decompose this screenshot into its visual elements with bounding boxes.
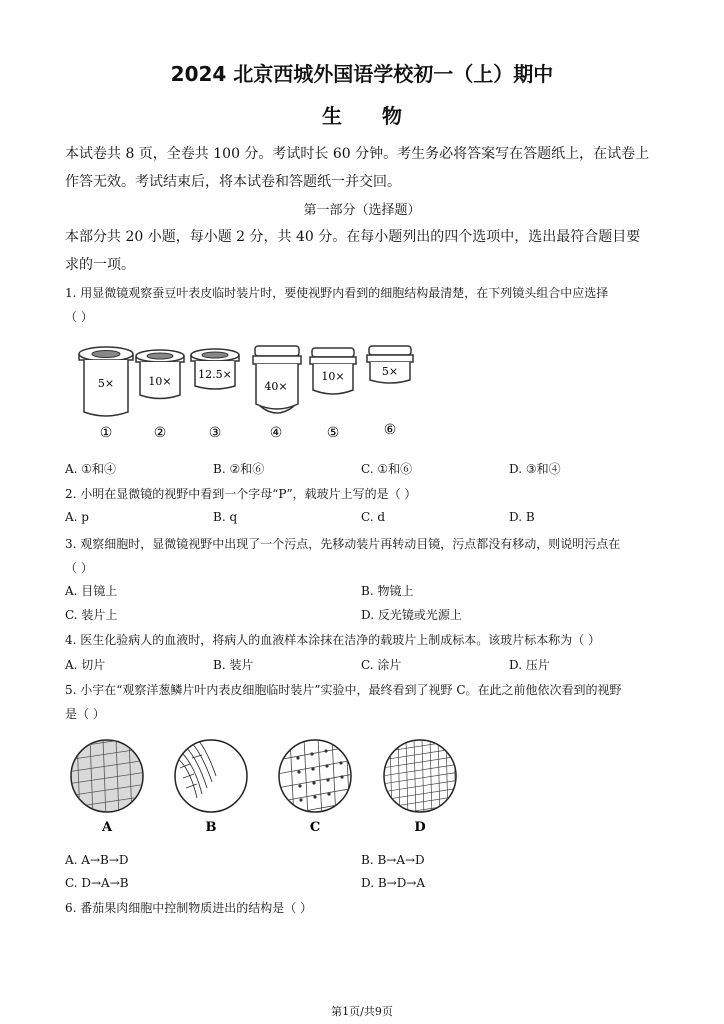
section-desc-2: 求的一项。 — [65, 257, 135, 273]
lens-2-mag: 10× — [148, 375, 172, 388]
view-d-label: D — [414, 820, 426, 835]
q2-option-d[interactable]: D. B — [509, 510, 535, 524]
view-d — [382, 738, 460, 835]
lens-3 — [191, 349, 239, 441]
q5-view-figure — [62, 738, 462, 838]
q1-stem-1: 1. 用显微镜观察蚕豆叶表皮临时装片时，要使视野内看到的细胞结构最清楚，在下列镜头组合中应选择 — [65, 286, 609, 300]
lens-3-mag: 12.5× — [198, 368, 232, 381]
q1-option-a[interactable]: A. ①和④ — [65, 462, 117, 476]
view-a-label: A — [101, 820, 113, 835]
lens-5-number: ⑤ — [326, 425, 340, 441]
q2-option-a[interactable]: A. p — [65, 510, 89, 524]
q5-option-b[interactable]: B. B→A→D — [361, 853, 425, 867]
q3-option-c[interactable]: C. 装片上 — [65, 608, 118, 622]
section-title: 第一部分（选择题） — [303, 203, 421, 218]
q3-option-a[interactable]: A. 目镜上 — [65, 584, 118, 598]
q4-stem: 4. 医生化验病人的血液时，将病人的血液样本涂抹在洁净的载玻片上制成标本。该玻片标本称为（ ） — [65, 633, 601, 647]
q2-option-b[interactable]: B. q — [213, 510, 238, 524]
view-b-label: B — [205, 820, 217, 835]
q5-option-d[interactable]: D. B→D→A — [361, 876, 426, 890]
page-footer: 第1页/共9页 — [331, 1005, 393, 1018]
q4-option-d[interactable]: D. 压片 — [509, 658, 550, 672]
q5-option-c[interactable]: C. D→A→B — [65, 876, 129, 890]
q5-stem-1: 5. 小宇在“观察洋葱鳞片叶内表皮细胞临时装片”实验中，最终看到了视野 C。在此之前他依次看到的视野 — [65, 683, 622, 697]
intro-line-1: 本试卷共 8 页，全卷共 100 分。考试时长 60 分钟。考生务必将答案写在答题纸上，在试卷上 — [65, 146, 650, 162]
lens-4-number: ④ — [269, 425, 283, 441]
q5-option-a[interactable]: A. A→B→D — [65, 853, 129, 867]
lens-5 — [310, 348, 356, 441]
q1-option-d[interactable]: D. ③和④ — [509, 462, 561, 476]
lens-6-number: ⑥ — [383, 422, 397, 438]
page-title: 2024 北京西城外国语学校初一（上）期中 — [170, 62, 554, 86]
view-c-label: C — [309, 820, 321, 835]
view-b — [175, 740, 247, 835]
section-desc-1: 本部分共 20 小题，每小题 2 分，共 40 分。在每小题列出的四个选项中，选出最符合题目要 — [65, 229, 641, 245]
q3-option-d[interactable]: D. 反光镜或光源上 — [361, 608, 462, 622]
lens-1-number: ① — [99, 425, 113, 441]
lens-1-mag: 5× — [97, 377, 115, 390]
q5-stem-2: 是（ ） — [65, 707, 105, 721]
q3-option-b[interactable]: B. 物镜上 — [361, 584, 414, 598]
q4-option-a[interactable]: A. 切片 — [65, 658, 106, 672]
view-a — [67, 738, 147, 835]
lens-1 — [79, 347, 133, 441]
view-c — [277, 738, 354, 835]
q3-stem-1: 3. 观察细胞时，显微镜视野中出现了一个污点，先移动装片再转动目镜，污点都没有移动，则说明污点在 — [65, 537, 621, 551]
q3-stem-2: （ ） — [65, 561, 93, 575]
intro-line-2: 作答无效。考试结束后，将本试卷和答题纸一并交回。 — [65, 174, 401, 190]
q1-option-c[interactable]: C. ①和⑥ — [361, 462, 413, 476]
q1-option-b[interactable]: B. ②和⑥ — [213, 462, 265, 476]
q1-stem-2: （ ） — [65, 310, 93, 324]
lens-6 — [367, 346, 413, 438]
lens-2-number: ② — [153, 425, 167, 441]
q4-option-b[interactable]: B. 装片 — [213, 658, 254, 672]
subject-title: 生物 — [322, 104, 442, 128]
q6-stem: 6. 番茄果肉细胞中控制物质进出的结构是（ ） — [65, 901, 313, 915]
lens-4-mag: 40× — [264, 380, 288, 393]
lens-4 — [253, 346, 301, 441]
q2-stem: 2. 小明在显微镜的视野中看到一个字母“P”，载玻片上写的是（ ） — [65, 487, 417, 501]
lens-6-mag: 5× — [381, 365, 399, 378]
q2-option-c[interactable]: C. d — [361, 510, 386, 524]
lens-2 — [136, 350, 184, 441]
lens-3-number: ③ — [208, 425, 222, 441]
lens-5-mag: 10× — [321, 370, 345, 383]
q1-lens-figure — [60, 340, 480, 445]
q4-option-c[interactable]: C. 涂片 — [361, 658, 402, 672]
